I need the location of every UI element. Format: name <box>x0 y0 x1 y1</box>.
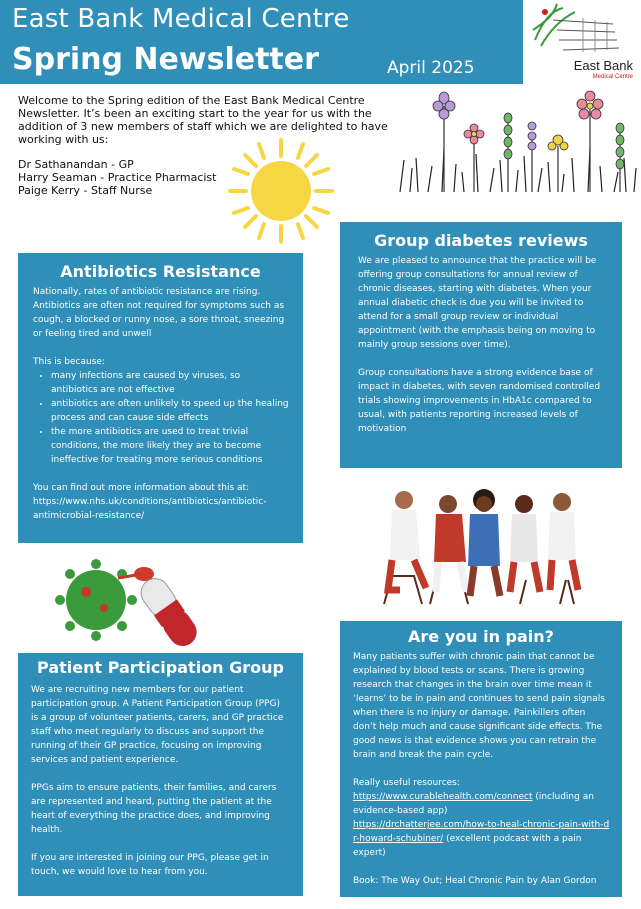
pain-resource-1 <box>353 790 610 818</box>
ppg-body <box>18 677 303 879</box>
curable-link-note: (including an evidence-based app) <box>353 792 594 816</box>
antibiotics-intro: Nationally, rates of antibiotic resistance are rising. Antibiotics are often not required for symptoms such as cough, a blocked or runny nose, a sore throat, sneezing or feeling tired and unwell <box>33 287 285 339</box>
diabetes-body <box>340 250 622 436</box>
ppg-p3: If you are interested in joining our PPG, please get in touch, we would love to hear from you. <box>31 853 269 877</box>
pain-p1: Many patients suffer with chronic pain that cannot be explained by blood tests or scans. There is growing research that changes in the brain over time mean it ‘learns’ to be in pain and continues to send pain signals when there is no injury or damage. Painkillers often don’t help much and cause significant side effects. The good news is that evidence shows you can retrain the brain and break the pain cycle. <box>353 652 605 760</box>
ppg-p1: We are recruiting new members for our patient participation group. A Patient Participation Group (PPG) is a group of volunteer patients, carers, and GP practice staff who meet regularly to discuss and support the running of their GP practice, focusing on improving services and patient experience. <box>31 685 284 765</box>
intro-text: Welcome to the Spring edition of the East Bank Medical Centre Newsletter. It’s been an exciting start to the year for us with the addition of 3 new members of staff which we are delighted to have working with us: <box>18 94 388 146</box>
staff-item: Paige Kerry - Staff Nurse <box>18 184 153 197</box>
logo-name: East Bank <box>573 58 633 73</box>
diabetes-p1: We are pleased to announce that the practice will be offering group consultations for annual review of chronic diseases, starting with diabetes. When your annual diabetic check is due you will be invited to attend for a small group review or individual appointment (with the emphasis being on moving to mainly group sessions over time). <box>358 256 597 350</box>
pain-resources-label: Really useful resources: <box>353 778 460 788</box>
issue-date: April 2025 <box>387 58 475 78</box>
staff-item: Harry Seaman - Practice Pharmacist <box>18 171 217 184</box>
pain-title: Are you in pain? <box>408 627 554 646</box>
antibiotics-reasons <box>33 369 289 467</box>
logo-subtitle: Medical Centre <box>592 74 633 80</box>
list-item: • the more antibiotics are used to treat trivial conditions, the more likely they are to become ineffective for treating more serious conditions <box>51 425 289 467</box>
pain-resource-2 <box>353 818 610 860</box>
flowers-illustration <box>398 88 638 192</box>
practice-logo <box>523 0 641 84</box>
drchatterjee-link[interactable]: https://drchatterjee.com/how-to-heal-chronic-pain-with-dr-howard-schubiner/ <box>353 820 610 844</box>
list-item: • many infections are caused by viruses, so antibiotics are not effective <box>51 369 289 397</box>
staff-item: Dr Sathanandan - GP <box>18 158 134 171</box>
drchatterjee-link-note: (excellent podcast with a pain expert) <box>353 834 582 858</box>
pain-book: Book: The Way Out; Heal Chronic Pain by Alan Gordon <box>353 876 597 886</box>
ppg-section <box>18 653 303 896</box>
newsletter-title: Spring Newsletter <box>12 42 319 77</box>
pain-section <box>340 621 622 897</box>
antibiotics-more-info: You can find out more information about this at: <box>33 483 250 493</box>
antibiotics-body <box>18 281 303 523</box>
antibiotics-title: Antibiotics Resistance <box>60 262 261 281</box>
ppg-p2: PPGs aim to ensure patients, their families, and carers are represented and heard, putting the patient at the heart of everything the practice does, and improving health. <box>31 783 277 835</box>
antibiotics-because: This is because: <box>33 357 105 367</box>
ppg-title: Patient Participation Group <box>37 658 284 677</box>
diabetes-p2: Group consultations have a strong evidence base of impact in diabetes, with seven randomised controlled trials showing improvements in HbA1c compared to usual, with patients reporting increased levels of motivation <box>358 368 601 434</box>
diabetes-section <box>340 222 622 468</box>
diabetes-title: Group diabetes reviews <box>374 231 588 250</box>
antibiotics-link[interactable]: https://www.nhs.uk/conditions/antibiotics/antibiotic-antimicrobial-resistance/ <box>33 497 267 521</box>
logo-sketch-icon <box>523 0 641 60</box>
list-item: • antibiotics are often unlikely to speed up the healing process and can cause side effects <box>51 397 289 425</box>
group-meeting-illustration <box>370 480 588 606</box>
org-name: East Bank Medical Centre <box>12 4 350 34</box>
antibiotics-section <box>18 253 303 543</box>
sun-illustration <box>226 136 336 246</box>
pain-body <box>340 646 622 888</box>
virus-pill-illustration <box>52 550 202 648</box>
curable-link[interactable]: https://www.curablehealth.com/connect <box>353 792 533 802</box>
